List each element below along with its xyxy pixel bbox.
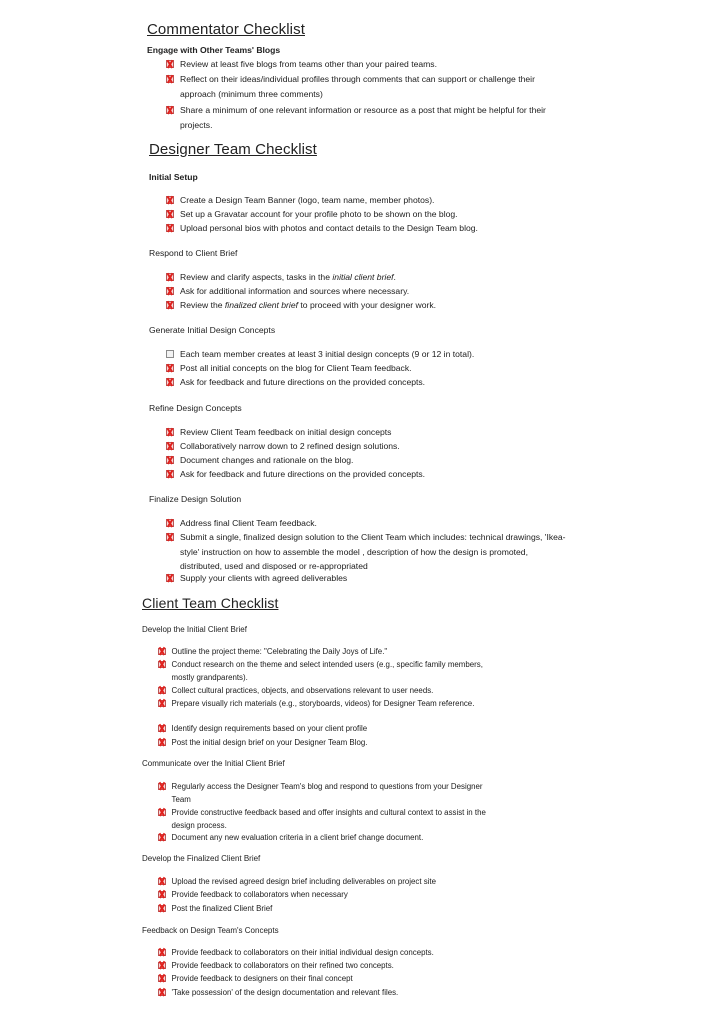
item-text: Ask for additional information and sources where necessary. xyxy=(180,286,410,296)
item-text: Review and clarify aspects, tasks in the initial client brief. xyxy=(180,272,396,282)
item-text: Each team member creates at least 3 initial design concepts (9 or 12 in total). xyxy=(180,349,475,359)
checked-checkbox-icon[interactable] xyxy=(166,210,174,218)
item-text: Regularly access the Designer Team's blog and respond to questions from your Designer Team xyxy=(171,782,483,805)
checklist-item xyxy=(166,207,566,222)
checklist-item xyxy=(158,946,506,959)
checklist-item xyxy=(158,722,503,735)
subheading-engage-blogs: Engage with Other Teams' Blogs xyxy=(147,45,281,55)
item-text: Share a minimum of one relevant information or resource as a post that might be helpful for their projects. xyxy=(180,105,546,130)
checklist-item xyxy=(158,780,488,806)
checklist-item xyxy=(158,736,503,749)
item-text: Collaboratively narrow down to 2 refined design solutions. xyxy=(180,441,400,451)
checklist-item xyxy=(166,221,566,236)
checked-checkbox-icon[interactable] xyxy=(158,783,166,791)
subheading-communicate-brief: Communicate over the Initial Client Brief xyxy=(142,759,285,768)
checked-checkbox-icon[interactable] xyxy=(158,975,166,983)
subheading-refine-concepts: Refine Design Concepts xyxy=(149,403,242,413)
checked-checkbox-icon[interactable] xyxy=(158,648,166,656)
checklist-item xyxy=(166,375,566,390)
checklist-item xyxy=(158,959,506,972)
subheading-respond-client-brief: Respond to Client Brief xyxy=(149,248,238,258)
subheading-generate-concepts: Generate Initial Design Concepts xyxy=(149,325,276,335)
item-text: Provide feedback to collaborators on their initial individual design concepts. xyxy=(171,948,434,957)
item-text: Upload personal bios with photos and contact details to the Design Team blog. xyxy=(180,223,478,233)
item-text: Provide feedback to collaborators when necessary xyxy=(171,890,348,899)
checklist-item xyxy=(166,530,566,574)
checked-checkbox-icon[interactable] xyxy=(158,949,166,957)
item-text: Create a Design Team Banner (logo, team name, member photos). xyxy=(180,195,435,205)
checked-checkbox-icon[interactable] xyxy=(158,905,166,913)
item-text: Ask for feedback and future directions on the provided concepts. xyxy=(180,469,426,479)
checked-checkbox-icon[interactable] xyxy=(166,60,174,68)
item-text: Collect cultural practices, objects, and observations relevant to user needs. xyxy=(171,686,434,695)
checked-checkbox-icon[interactable] xyxy=(166,273,174,281)
checklist-item xyxy=(166,467,566,482)
item-text: Conduct research on the theme and select intended users (e.g., specific family members, mostly grandparents). xyxy=(171,660,483,683)
item-text: Provide feedback to collaborators on their refined two concepts. xyxy=(171,961,394,970)
checked-checkbox-icon[interactable] xyxy=(158,878,166,886)
checklist-item xyxy=(158,902,506,915)
item-text: Supply your clients with agreed deliverables xyxy=(180,573,348,583)
checked-checkbox-icon[interactable] xyxy=(166,428,174,436)
checklist-item xyxy=(158,645,503,658)
item-text: Post the initial design brief on your Designer Team Blog. xyxy=(171,738,368,747)
checklist-item xyxy=(166,298,566,313)
checked-checkbox-icon[interactable] xyxy=(166,442,174,450)
checked-checkbox-icon[interactable] xyxy=(158,725,166,733)
checked-checkbox-icon[interactable] xyxy=(166,287,174,295)
item-text: Document any new evaluation criteria in a client brief change document. xyxy=(171,833,424,842)
checked-checkbox-icon[interactable] xyxy=(166,364,174,372)
item-text: Ask for feedback and future directions on the provided concepts. xyxy=(180,377,426,387)
checked-checkbox-icon[interactable] xyxy=(158,739,166,747)
item-text: Post all initial concepts on the blog for Client Team feedback. xyxy=(180,363,412,373)
item-text: Submit a single, finalized design solution to the Client Team which includes: technical drawings, 'Ikea-style' instruction on how to assemble the model , description of how the design is promoted, distributed, used and disposed or re-appropriated xyxy=(180,532,566,571)
checked-checkbox-icon[interactable] xyxy=(158,891,166,899)
item-text: 'Take possession' of the design documentation and relevant files. xyxy=(171,988,399,997)
checklist-item xyxy=(158,831,506,844)
item-text: Reflect on their ideas/individual profiles through comments that can support or challenge their approach (minimum three comments) xyxy=(180,74,535,99)
checked-checkbox-icon[interactable] xyxy=(158,962,166,970)
designer-checklist-title: Designer Team Checklist xyxy=(149,141,317,158)
checklist-item xyxy=(158,888,506,901)
checked-checkbox-icon[interactable] xyxy=(158,834,166,842)
item-text: Review Client Team feedback on initial design concepts xyxy=(180,427,392,437)
checked-checkbox-icon[interactable] xyxy=(166,470,174,478)
checklist-item xyxy=(158,697,478,710)
checklist-item xyxy=(158,875,506,888)
subheading-develop-finalized-brief: Develop the Finalized Client Brief xyxy=(142,854,261,863)
item-text: Upload the revised agreed design brief including deliverables on project site xyxy=(171,877,436,886)
checked-checkbox-icon[interactable] xyxy=(166,456,174,464)
checklist-item xyxy=(166,270,566,285)
item-text: Review at least five blogs from teams other than your paired teams. xyxy=(180,59,437,69)
checked-checkbox-icon[interactable] xyxy=(166,378,174,386)
checked-checkbox-icon[interactable] xyxy=(166,224,174,232)
client-checklist-title: Client Team Checklist xyxy=(142,595,279,611)
checked-checkbox-icon[interactable] xyxy=(166,301,174,309)
checked-checkbox-icon[interactable] xyxy=(158,989,166,997)
checked-checkbox-icon[interactable] xyxy=(166,533,174,541)
item-text: Address final Client Team feedback. xyxy=(180,518,317,528)
checked-checkbox-icon[interactable] xyxy=(158,661,166,669)
checked-checkbox-icon[interactable] xyxy=(166,75,174,83)
checklist-item xyxy=(158,684,503,697)
item-text: Document changes and rationale on the blog. xyxy=(180,455,354,465)
checked-checkbox-icon[interactable] xyxy=(166,519,174,527)
checklist-item xyxy=(158,806,506,832)
subheading-feedback-concepts: Feedback on Design Team's Concepts xyxy=(142,926,279,935)
checklist-item xyxy=(166,284,566,299)
checked-checkbox-icon[interactable] xyxy=(166,106,174,114)
checked-checkbox-icon[interactable] xyxy=(158,809,166,817)
checklist-item xyxy=(166,361,566,376)
checklist-item xyxy=(166,439,566,454)
checked-checkbox-icon[interactable] xyxy=(158,700,166,708)
checklist-item xyxy=(158,986,506,999)
checklist-item xyxy=(166,72,551,101)
item-text: Provide constructive feedback based and offer insights and cultural context to assist in the design process. xyxy=(171,808,486,831)
item-text: Outline the project theme: "Celebrating the Daily Joys of Life." xyxy=(171,647,388,656)
checked-checkbox-icon[interactable] xyxy=(158,687,166,695)
item-text: Identify design requirements based on your client profile xyxy=(171,724,368,733)
item-text: Post the finalized Client Brief xyxy=(171,904,273,913)
item-text: Review the finalized client brief to proceed with your designer work. xyxy=(180,300,437,310)
item-text: Prepare visually rich materials (e.g., storyboards, videos) for Designer Team reference. xyxy=(171,699,475,708)
checklist-item xyxy=(166,347,566,362)
checked-checkbox-icon[interactable] xyxy=(166,196,174,204)
checklist-item xyxy=(166,516,566,531)
subheading-develop-initial-brief: Develop the Initial Client Brief xyxy=(142,625,247,634)
unchecked-checkbox-icon[interactable] xyxy=(166,350,174,358)
checklist-item xyxy=(166,571,566,586)
checklist-item xyxy=(158,972,506,985)
item-text: Set up a Gravatar account for your profile photo to be shown on the blog. xyxy=(180,209,458,219)
checklist-item xyxy=(166,425,566,440)
subheading-finalize-solution: Finalize Design Solution xyxy=(149,494,242,504)
checked-checkbox-icon[interactable] xyxy=(166,574,174,582)
item-text: Provide feedback to designers on their final concept xyxy=(171,974,353,983)
checklist-item xyxy=(166,103,551,132)
checklist-item xyxy=(166,57,551,72)
checklist-item xyxy=(166,453,566,468)
subheading-initial-setup: Initial Setup xyxy=(149,172,198,182)
commentator-checklist-title: Commentator Checklist xyxy=(147,21,305,38)
checklist-item xyxy=(158,658,503,684)
checklist-item xyxy=(166,193,566,208)
